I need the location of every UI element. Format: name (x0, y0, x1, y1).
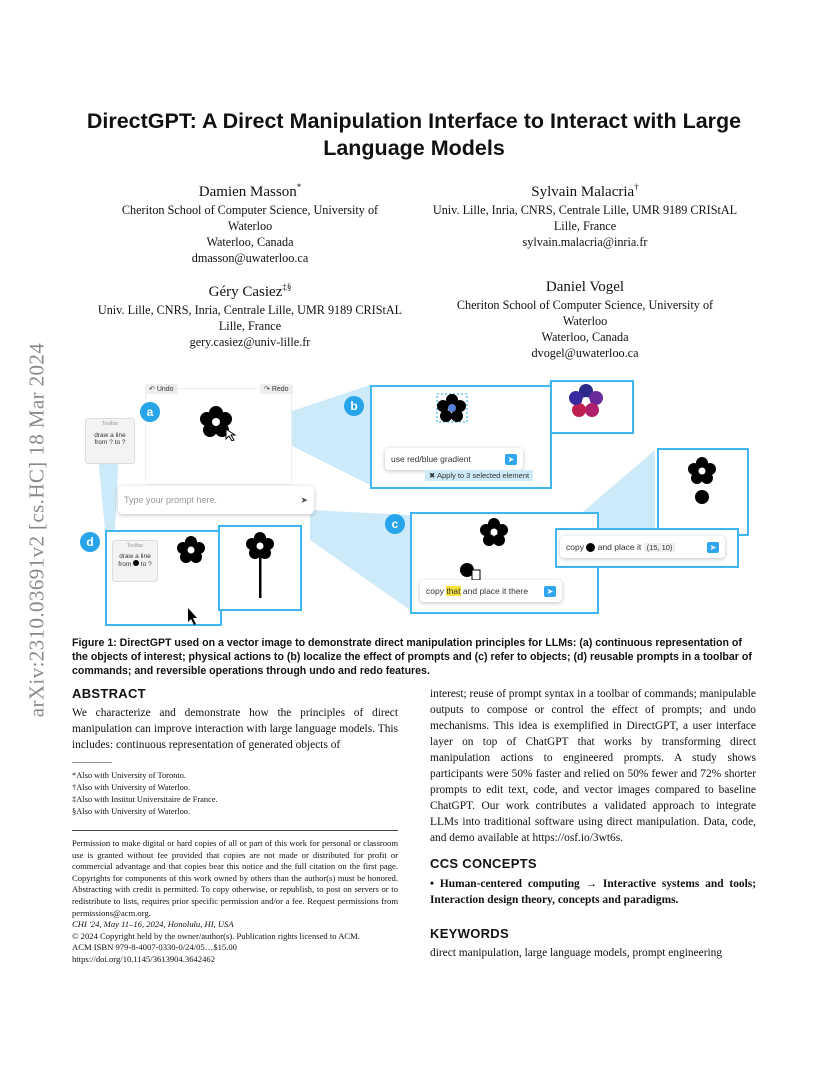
author-name: Damien Masson* (198, 182, 302, 200)
prompt-c-text: and place it there (462, 586, 529, 596)
object-reference-icon (133, 560, 139, 566)
author-location: Waterloo, Canada (541, 330, 629, 344)
arxiv-stamp (12, 290, 62, 770)
flower-icon (176, 535, 208, 567)
gradient-flower-result-icon (568, 383, 608, 419)
label-b: b (344, 396, 364, 416)
author-location: Lille, France (218, 319, 282, 333)
toolbar-panel-a (85, 418, 135, 464)
permission-block (72, 838, 398, 966)
keywords-text: direct manipulation, large language models, prompt engineering (430, 947, 723, 959)
prompt-b-text: use red/blue gradient (391, 454, 471, 464)
flower-with-stem-icon (244, 530, 276, 602)
author-block-2 (410, 178, 760, 250)
footnotes (72, 770, 398, 818)
toolbar-title: Toolbar (101, 421, 119, 427)
author-affiliation: Waterloo (227, 219, 273, 233)
paper-title: DirectGPT: A Direct Manipulation Interface to Interact with Large Language Models (86, 109, 742, 160)
copyright: © 2024 Copyright held by the owner/author(s). Publication rights licensed to ACM. (72, 930, 360, 941)
prompt-c-text: copy (426, 586, 444, 596)
author-email[interactable]: dmasson@uwaterloo.ca (191, 251, 309, 265)
apply-selected-chip[interactable]: ✖ Apply to 3 selected element (425, 470, 533, 481)
toolbar-command[interactable]: draw a line from ? to ? (94, 432, 126, 446)
toolbar-command[interactable]: draw a line (119, 553, 151, 560)
prompt-c[interactable] (420, 580, 562, 602)
author-email[interactable]: sylvain.malacria@inria.fr (522, 235, 648, 249)
figure-caption: Figure 1: DirectGPT used on a vector image to demonstrate direct manipulation principles for LLMs: (a) continuous representation of the objects of interest; physical actions to (b) localize the effect of prompts and (c) refer to objects; (d) reusable prompts in a toolbar of commands; and reversible operations through undo and redo features. (72, 637, 752, 677)
prompt-input[interactable] (118, 486, 314, 514)
permission-rule (72, 830, 398, 831)
toolbar-title: Toolbar (126, 543, 144, 549)
author-affiliation: Waterloo (562, 314, 608, 328)
send-icon[interactable]: ➤ (707, 542, 719, 553)
teaser-figure (80, 380, 750, 630)
coordinate-chip: (15, 10) (644, 543, 676, 552)
abstract-heading: ABSTRACT (72, 686, 146, 701)
abstract-text-right: interest; reuse of prompt syntax in a toolbar of commands; manipulable outputs to compose or control the effect of prompts; and undo mechanisms. This idea is exemplified in DirectGPT, a user interface layer on top of ChatGPT that works by transforming direct manipulation actions to engineered prompts. A study shows participants were 50% faster and relied on 50% fewer and 72% shorter prompts to edit text, code, and vector images compared to baseline ChatGPT. Our work contributes a validated approach to integrate LLMs into traditional software using direct manipulation. Data, code, and demo available at https://osf.io/3wt6s. (430, 688, 756, 844)
undo-button[interactable]: ↶ Undo (145, 384, 178, 394)
footnote: ‡Also with Institut Universitaire de France. (72, 795, 218, 804)
doi-link[interactable]: https://doi.org/10.1145/3613904.3642462 (72, 953, 215, 964)
prompt-placeholder: Type your prompt here. (124, 495, 218, 505)
send-icon[interactable]: ➤ (300, 494, 308, 505)
toolbar-panel-d: Toolbar draw a line from to ? (112, 540, 158, 582)
redo-button[interactable]: ↷ Redo (260, 384, 293, 394)
author-name: Sylvain Malacria† (531, 182, 639, 200)
ccs-heading: CCS CONCEPTS (430, 856, 537, 871)
venue: CHI '24, May 11–16, 2024, Honolulu, HI, USA (72, 919, 234, 930)
prompt-text: and place it (597, 542, 642, 552)
object-reference-icon (586, 543, 595, 552)
author-block-4 (425, 278, 745, 361)
author-name: Géry Casiez‡§ (208, 282, 292, 300)
send-icon[interactable]: ➤ (505, 454, 517, 465)
prompt-b[interactable] (385, 448, 523, 470)
flower-icon (200, 405, 240, 441)
footnote-rule (72, 762, 112, 763)
label-d: d (80, 532, 100, 552)
flower-with-ball-icon (684, 455, 720, 507)
pointer-cursor-icon (186, 606, 200, 626)
author-affiliation: Univ. Lille, CNRS, Inria, Centrale Lille, UMR 9189 CRIStAL (97, 303, 403, 317)
author-location: Waterloo, Canada (206, 235, 294, 249)
isbn: ACM ISBN 979-8-4007-0330-0/24/05…$15.00 (72, 942, 237, 953)
author-affiliation: Univ. Lille, Inria, CNRS, Centrale Lille, UMR 9189 CRIStAL (432, 203, 738, 217)
label-a: a (140, 402, 160, 422)
gradient-flower-icon (435, 392, 471, 426)
label-c: c (385, 514, 405, 534)
permission-text: Permission to make digital or hard copies of all or part of this work for personal or classroom use is granted without fee provided that copies are not made or distributed for profit or commercial advantage and that copies bear this notice and the full citation on the first page. Copyrights for components of this work owned by others than the author(s) must be honored. Abstracting with credit is permitted. To copy otherwise, or republish, to post on servers or to redistribute to lists, requires prior specific permission and/or a fee. Request permissions from permissions@acm.org. (72, 838, 398, 918)
prompt-c-highlight: that (446, 586, 461, 596)
author-email[interactable]: gery.casiez@univ-lille.fr (189, 335, 311, 349)
arxiv-id: arXiv:2310.03691v2 [cs.HC] 18 Mar 2024 (24, 342, 49, 718)
author-name: Daniel Vogel (545, 279, 625, 295)
keywords-heading: KEYWORDS (430, 926, 509, 941)
ccs-text: • Human-centered computing → Interactive systems and tools; Interaction design theory, concepts and paradigms. (430, 878, 756, 906)
author-block-3 (80, 278, 420, 350)
prompt-c-detail[interactable] (560, 536, 725, 558)
author-affiliation: Cheriton School of Computer Science, University of (121, 203, 379, 217)
author-email[interactable]: dvogel@uwaterloo.ca (531, 346, 639, 360)
author-location: Lille, France (553, 219, 617, 233)
author-block-1 (90, 178, 410, 266)
flower-icon (478, 517, 512, 549)
abstract-text-left: We characterize and demonstrate how the principles of direct manipulation can improve interaction with large language models. This includes: continuous representation of generated objects of (72, 707, 398, 751)
footnote: †Also with University of Waterloo. (72, 783, 191, 792)
author-affiliation: Cheriton School of Computer Science, University of (456, 298, 714, 312)
footnote: §Also with University of Waterloo. (72, 807, 191, 816)
footnote: *Also with University of Toronto. (72, 771, 186, 780)
prompt-text: copy (566, 542, 584, 552)
send-icon[interactable]: ➤ (544, 586, 556, 597)
